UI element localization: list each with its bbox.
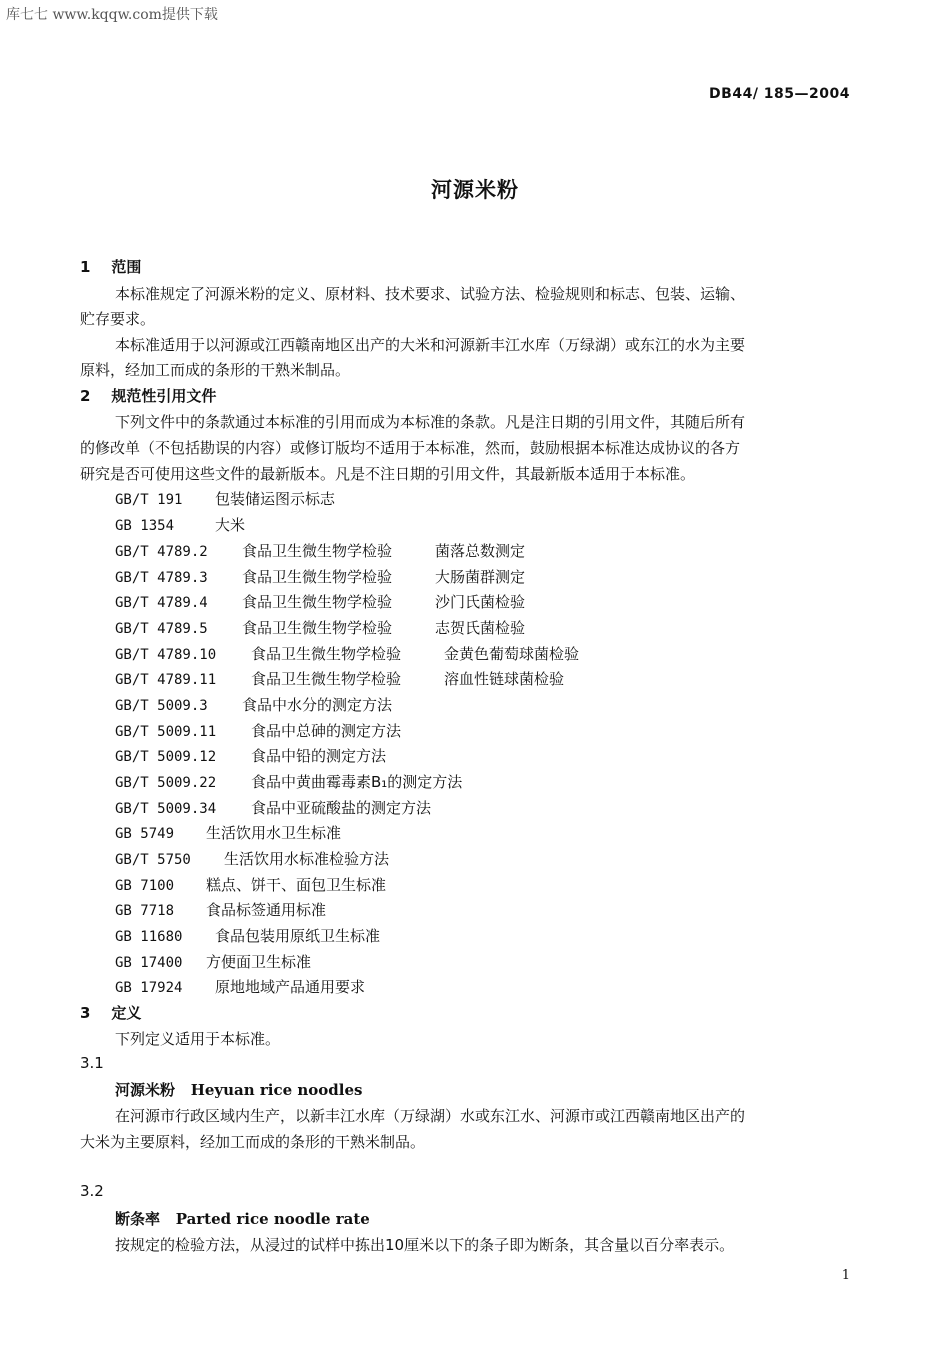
reference-item — [115, 797, 431, 818]
reference-item — [115, 771, 462, 792]
reference-code: GB/T 4789.5 — [115, 621, 208, 637]
reference-code: GB/T 191 — [115, 492, 183, 508]
paragraph-line: 下列定义适用于本标准。 — [115, 1030, 281, 1048]
definition-term — [115, 1079, 362, 1100]
term-chinese: 河源米粉 — [115, 1081, 176, 1099]
reference-subtitle: 大肠菌群测定 — [435, 568, 526, 586]
reference-item — [115, 591, 525, 612]
reference-item — [115, 514, 245, 535]
reference-item — [115, 488, 335, 509]
reference-code: GB/T 4789.4 — [115, 595, 208, 611]
section-title: 规范性引用文件 — [111, 387, 217, 405]
term-chinese: 断条率 — [115, 1210, 161, 1228]
paragraph-line: 本标准规定了河源米粉的定义、原材料、技术要求、试验方法、检验规则和标志、包装、运输、 — [115, 285, 746, 303]
document-number: DB44/ 185—2004 — [709, 86, 850, 102]
paragraph-line: 按规定的检验方法，从浸过的试样中拣出10厘米以下的条子即为断条，其含量以百分率表示。 — [115, 1236, 735, 1254]
reference-title: 食品卫生微生物学检验 — [242, 593, 393, 611]
paragraph-line: 的修改单（不包括勘误的内容）或修订版均不适用于本标准，然而，鼓励根据本标准达成协议的各方 — [80, 439, 741, 457]
page-number: 1 — [841, 1268, 850, 1283]
definition-term — [115, 1208, 370, 1229]
reference-code: GB/T 5009.11 — [115, 724, 217, 740]
reference-title: 食品中黄曲霉毒素B₁的测定方法 — [251, 773, 463, 791]
watermark-text: 库七七 www.kqqw.com提供下载 — [6, 7, 218, 23]
term-english: Heyuan rice noodles — [190, 1081, 363, 1099]
reference-title: 生活饮用水卫生标准 — [206, 824, 342, 842]
section-title: 范围 — [111, 258, 142, 276]
reference-code: GB 7100 — [115, 878, 175, 894]
reference-subtitle: 菌落总数测定 — [435, 542, 526, 560]
reference-subtitle: 志贺氏菌检验 — [435, 619, 526, 637]
section-number: 1 — [80, 258, 91, 276]
reference-title: 包装储运图示标志 — [215, 490, 336, 508]
reference-title: 食品卫生微生物学检验 — [251, 670, 402, 688]
reference-title: 食品卫生微生物学检验 — [242, 542, 393, 560]
paragraph-line: 下列文件中的条款通过本标准的引用而成为本标准的条款。凡是注日期的引用文件，其随后所有 — [115, 413, 746, 431]
reference-code: GB/T 5750 — [115, 852, 191, 868]
reference-item — [115, 745, 386, 766]
reference-item — [115, 848, 389, 869]
paragraph-line: 原料，经加工而成的条形的干熟米制品。 — [80, 361, 351, 379]
reference-title: 方便面卫生标准 — [206, 953, 312, 971]
reference-code: GB/T 5009.34 — [115, 801, 217, 817]
reference-code: GB 17924 — [115, 980, 183, 996]
section-2-heading — [80, 385, 216, 406]
paragraph-line: 研究是否可使用这些文件的最新版本。凡是不注日期的引用文件，其最新版本适用于本标准。 — [80, 465, 696, 483]
definition-number: 3.2 — [80, 1182, 104, 1200]
reference-item — [115, 668, 564, 689]
reference-item — [115, 951, 311, 972]
reference-title: 食品标签通用标准 — [206, 901, 327, 919]
paragraph-line: 大米为主要原料，经加工而成的条形的干熟米制品。 — [80, 1133, 426, 1151]
section-title: 定义 — [111, 1004, 142, 1022]
reference-title: 食品包装用原纸卫生标准 — [215, 927, 381, 945]
reference-title: 食品中铅的测定方法 — [251, 747, 387, 765]
reference-item — [115, 540, 525, 561]
reference-item — [115, 617, 525, 638]
section-1-heading — [80, 256, 141, 277]
reference-item — [115, 925, 380, 946]
paragraph-line: 本标准适用于以河源或江西赣南地区出产的大米和河源新丰江水库（万绿湖）或东江的水为主要 — [115, 336, 746, 354]
reference-subtitle: 金黄色葡萄球菌检验 — [444, 645, 580, 663]
reference-item — [115, 822, 341, 843]
paragraph-line: 贮存要求。 — [80, 310, 156, 328]
reference-code: GB 5749 — [115, 826, 175, 842]
reference-title: 食品卫生微生物学检验 — [242, 619, 393, 637]
reference-code: GB/T 4789.10 — [115, 647, 217, 663]
reference-subtitle: 溶血性链球菌检验 — [444, 670, 565, 688]
reference-title: 大米 — [215, 516, 246, 534]
reference-code: GB/T 4789.11 — [115, 672, 217, 688]
reference-title: 食品中总砷的测定方法 — [251, 722, 402, 740]
reference-title: 食品卫生微生物学检验 — [242, 568, 393, 586]
reference-title: 食品卫生微生物学检验 — [251, 645, 402, 663]
reference-item — [115, 874, 386, 895]
section-number: 2 — [80, 387, 91, 405]
reference-title: 原地地域产品通用要求 — [215, 978, 366, 996]
reference-item — [115, 976, 365, 997]
definition-number: 3.1 — [80, 1054, 104, 1072]
reference-code: GB/T 4789.3 — [115, 570, 208, 586]
reference-code: GB 17400 — [115, 955, 183, 971]
reference-title: 食品中亚硫酸盐的测定方法 — [251, 799, 432, 817]
reference-item — [115, 694, 392, 715]
reference-code: GB 1354 — [115, 518, 175, 534]
reference-title: 生活饮用水标准检验方法 — [224, 850, 390, 868]
reference-title: 食品中水分的测定方法 — [242, 696, 393, 714]
reference-item — [115, 566, 525, 587]
reference-code: GB/T 5009.12 — [115, 749, 217, 765]
reference-item — [115, 720, 401, 741]
reference-code: GB/T 4789.2 — [115, 544, 208, 560]
reference-code: GB/T 5009.3 — [115, 698, 208, 714]
reference-subtitle: 沙门氏菌检验 — [435, 593, 526, 611]
reference-item — [115, 899, 326, 920]
page-title: 河源米粉 — [431, 178, 519, 202]
section-3-heading — [80, 1002, 141, 1023]
reference-title: 糕点、饼干、面包卫生标准 — [206, 876, 387, 894]
reference-code: GB 11680 — [115, 929, 183, 945]
reference-item — [115, 643, 579, 664]
term-english: Parted rice noodle rate — [175, 1210, 370, 1228]
section-number: 3 — [80, 1004, 91, 1022]
reference-code: GB 7718 — [115, 903, 175, 919]
reference-code: GB/T 5009.22 — [115, 775, 217, 791]
paragraph-line: 在河源市行政区域内生产，以新丰江水库（万绿湖）水或东江水、河源市或江西赣南地区出产的 — [115, 1107, 746, 1125]
